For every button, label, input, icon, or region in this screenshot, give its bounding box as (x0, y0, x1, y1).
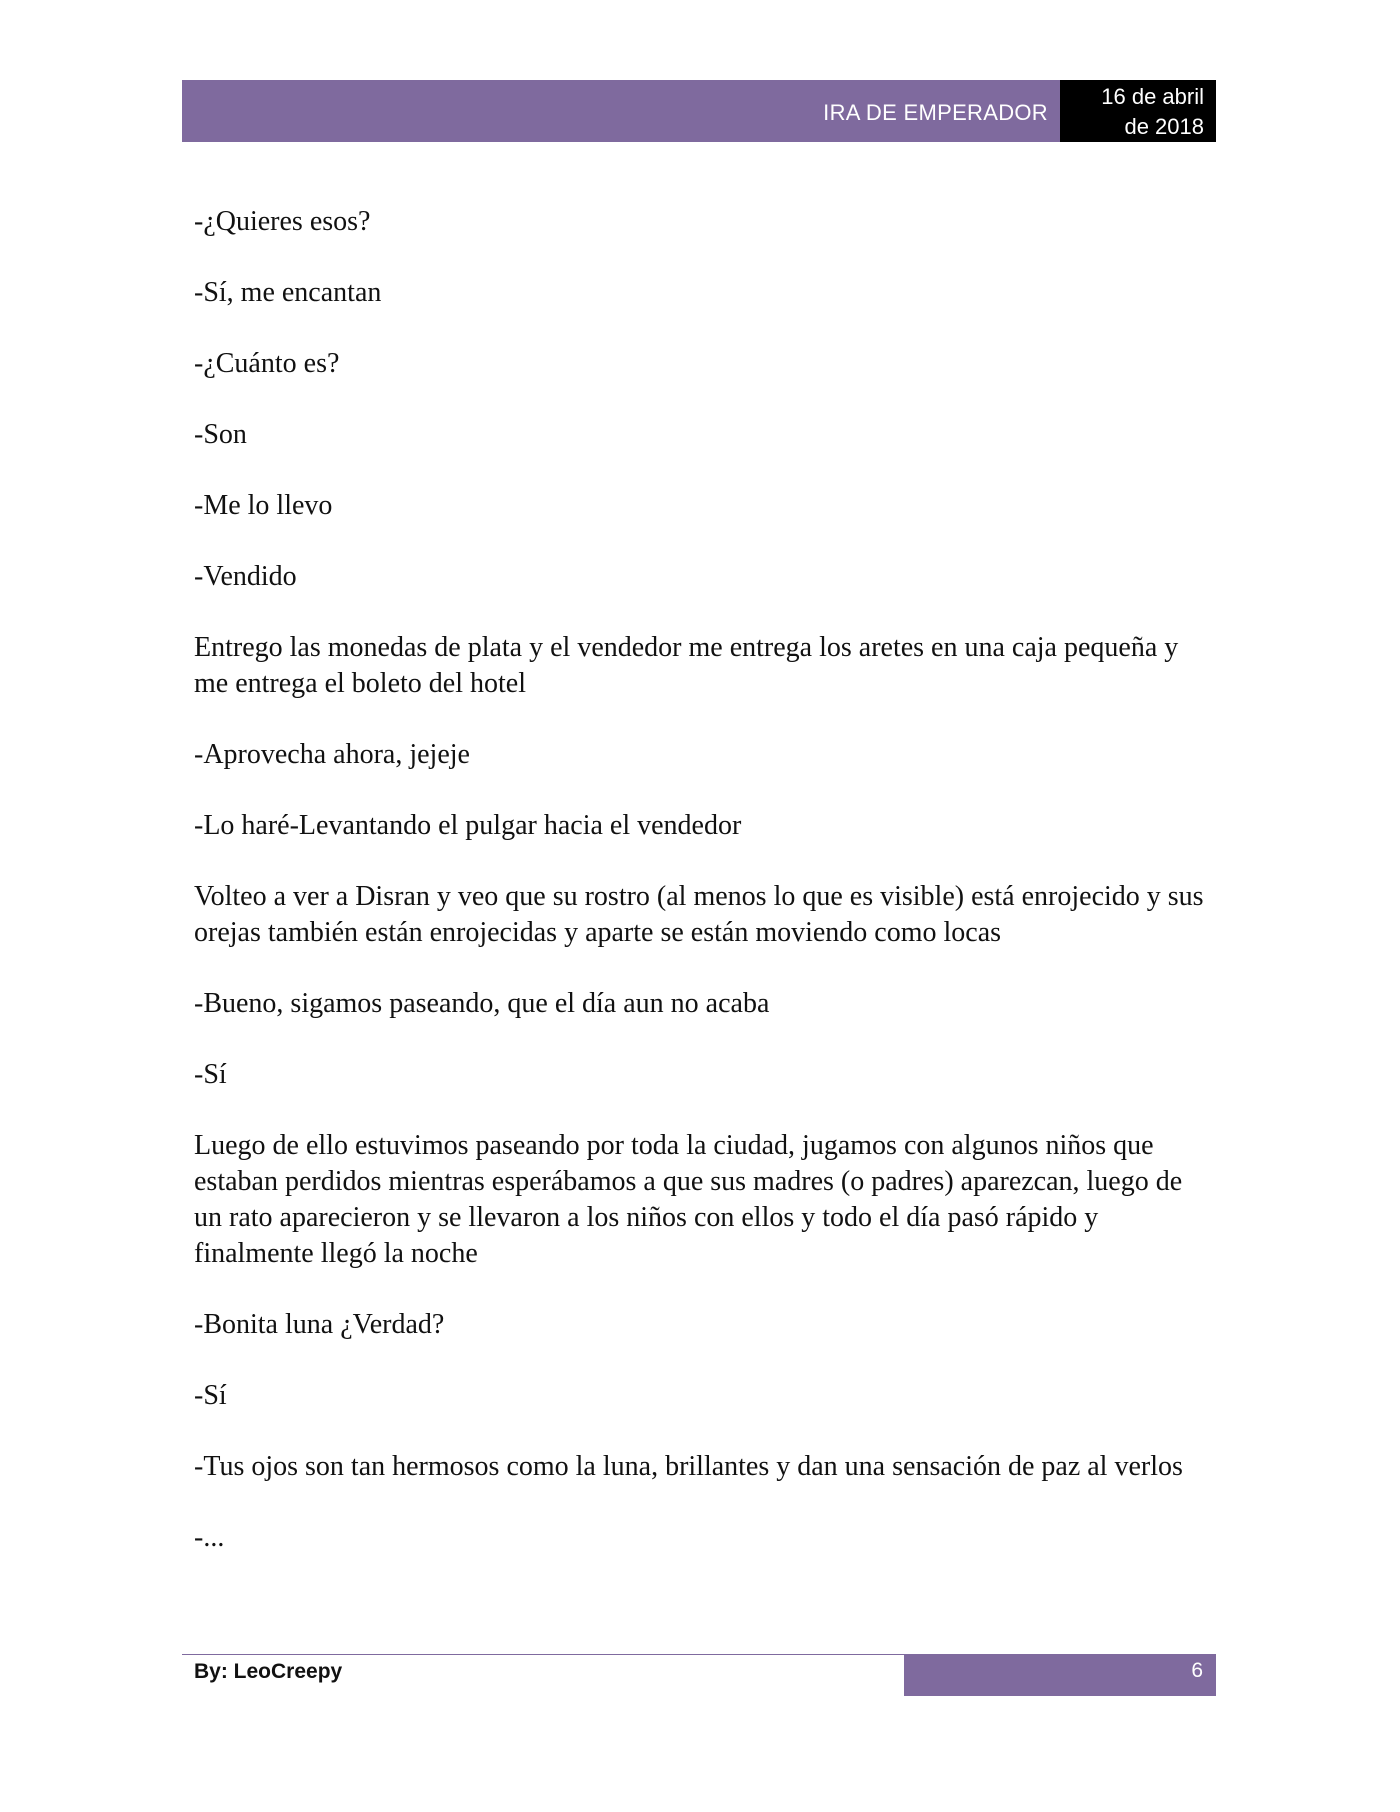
document-title: IRA DE EMPERADOR (823, 100, 1048, 125)
paragraph: -Lo haré-Levantando el pulgar hacia el vendedor (194, 810, 742, 841)
date-line-2: de 2018 (1124, 113, 1204, 139)
paragraph: -... (194, 1522, 225, 1553)
paragraph: -¿Quieres esos? (194, 206, 371, 237)
page-number: 6 (904, 1654, 1216, 1696)
header-title-bar (182, 80, 1060, 142)
paragraph: -Me lo llevo (194, 490, 333, 521)
paragraph: -Bonita luna ¿Verdad? (194, 1309, 445, 1340)
author-credit: By: LeoCreepy (182, 1654, 904, 1696)
paragraph: -Son (194, 419, 247, 450)
paragraph: Volteo a ver a Disran y veo que su rostro (al menos lo que es visible) está enrojecido y sus orejas también están enrojecidas y aparte se están moviendo como locas (194, 881, 1204, 948)
page-body (194, 204, 1209, 1591)
paragraph: -Bueno, sigamos paseando, que el día aun no acaba (194, 988, 770, 1019)
paragraph: -Vendido (194, 561, 297, 592)
date-line-1: 16 de abril (1101, 83, 1204, 109)
header-date-box (1060, 80, 1216, 142)
paragraph: -Aprovecha ahora, jejeje (194, 739, 470, 770)
paragraph: Entrego las monedas de plata y el vendedor me entrega los aretes en una caja pequeña y me entrega el boleto del hotel (194, 632, 1179, 699)
paragraph: -¿Cuánto es? (194, 348, 340, 379)
page-footer (182, 1654, 1216, 1696)
page-header (182, 80, 1216, 142)
paragraph: Luego de ello estuvimos paseando por toda la ciudad, jugamos con algunos niños que estaban perdidos mientras esperábamos a que sus madres (o padres) aparezcan, luego de un rato aparecieron y se llevaron a los niños con ellos y todo el día pasó rápido y finalmente llegó la noche (194, 1130, 1183, 1269)
paragraph: -Sí (194, 1380, 227, 1411)
paragraph: -Sí, me encantan (194, 277, 382, 308)
paragraph: -Sí (194, 1059, 227, 1090)
paragraph: -Tus ojos son tan hermosos como la luna, brillantes y dan una sensación de paz al verlos (194, 1451, 1183, 1482)
